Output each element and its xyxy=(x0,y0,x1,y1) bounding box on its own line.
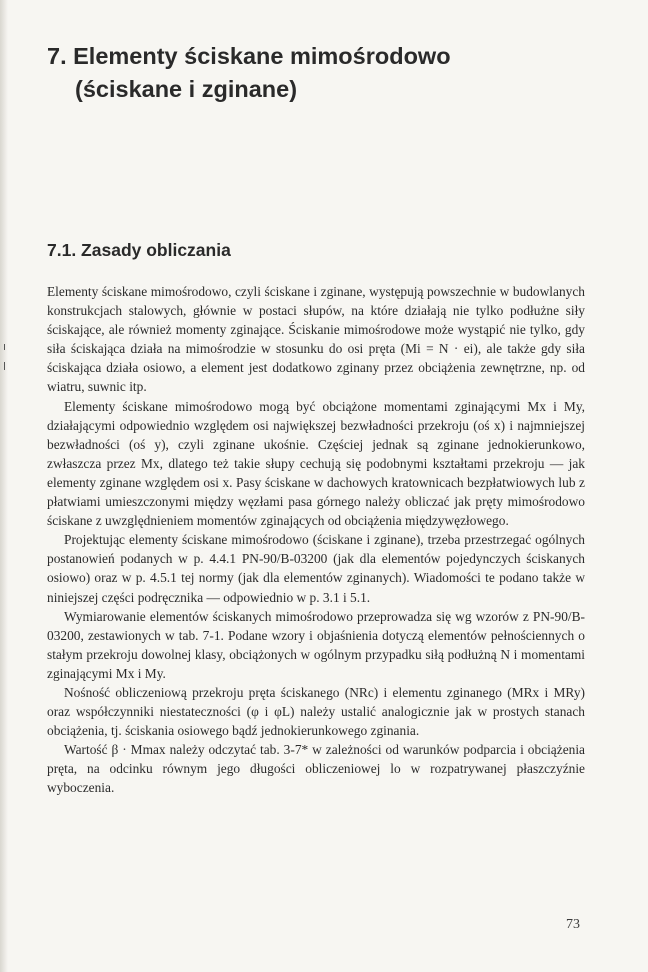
margin-mark-1 xyxy=(4,344,5,350)
margin-mark-2 xyxy=(4,362,5,370)
paragraph-6: Wartość β · Mmax należy odczytać tab. 3-7* w zależności od warunków podparcia i obciążenia pręta, na odcinku równym jego długości obliczeniowej lo w rozpatrywanej płaszczyźnie wyboczenia. xyxy=(47,742,585,796)
page-edge xyxy=(0,0,8,972)
paragraph-2: Elementy ściskane mimośrodowo mogą być obciążone momentami zginającymi Mx i My, działającymi odpowiednio względem osi największej bezwładności przekroju (oś x) i najmniejszej bezwładności (oś y), czyli zginane ukośnie. Częściej jednak są zginane jednokierunkowo, zwłaszcza przez Mx, dlatego też takie słupy cechują się podobnymi kształtami przekroju — jak elementy zginane względem osi x. Pasy ściskane w dachowych kratownicach bezpłatwiowych lub z płatwiami umieszczonymi między węzłami pasa górnego należy obliczać jak pręty mimośrodowo ściskane z uwzględnieniem momentów zginających od obciążenia międzywęzłowego. xyxy=(47,398,585,529)
paragraph-4: Wymiarowanie elementów ściskanych mimośrodowo przeprowadza się wg wzorów z PN-90/B-03200, zestawionych w tab. 7-1. Podane wzory i objaśnienia dotyczą elementów pełnościennych o stałym przekroju dowolnej klasy, obciążonych w ogólnym przypadku siłą podłużną N i momentami zginającymi Mx i My. xyxy=(47,608,585,681)
chapter-title-line1: 7. Elementy ściskane mimośrodowo xyxy=(47,43,451,69)
section-title: 7.1. Zasady obliczania xyxy=(47,240,231,260)
chapter-title-line2: (ściskane i zginane) xyxy=(75,76,298,102)
paragraph-1: Elementy ściskane mimośrodowo, czyli ściskane i zginane, występują powszechnie w budowlanych konstrukcjach stalowych, głównie w postaci słupów, na które działają nie tylko podłużne siły ściskające, ale również momenty zginające. Ściskanie mimośrodowe może wystąpić nie tylko, gdy siła ściskająca działa na mimośrodzie w stosunku do osi pręta (Mi = N · ei), ale także gdy siła ściskająca działa osiowo, a element jest dodatkowo zginany przez obciążenia zewnętrzne, np. od wiatru, suwnic itp. xyxy=(47,284,585,395)
body-text xyxy=(47,282,585,798)
paragraph-5: Nośność obliczeniową przekroju pręta ściskanego (NRc) i elementu zginanego (MRx i MRy) oraz współczynniki niestateczności (φ i φL) należy ustalić analogicznie jak w prostych stanach obciążenia, tj. ściskania osiowego bądź jednokierunkowego zginania. xyxy=(47,684,585,739)
page-number: 73 xyxy=(566,917,580,932)
paragraph-3: Projektując elementy ściskane mimośrodowo (ściskane i zginane), trzeba przestrzegać ogólnych postanowień podanych w p. 4.4.1 PN-90/B-03200 (jak dla elementów pojedynczych ściskanych osiowo) oraz w p. 4.5.1 tej normy (jak dla elementów zginanych). Wiadomości te podano także w niniejszej części podręcznika — odpowiednio w p. 3.1 i 5.1. xyxy=(47,532,585,605)
chapter-title xyxy=(47,40,607,106)
